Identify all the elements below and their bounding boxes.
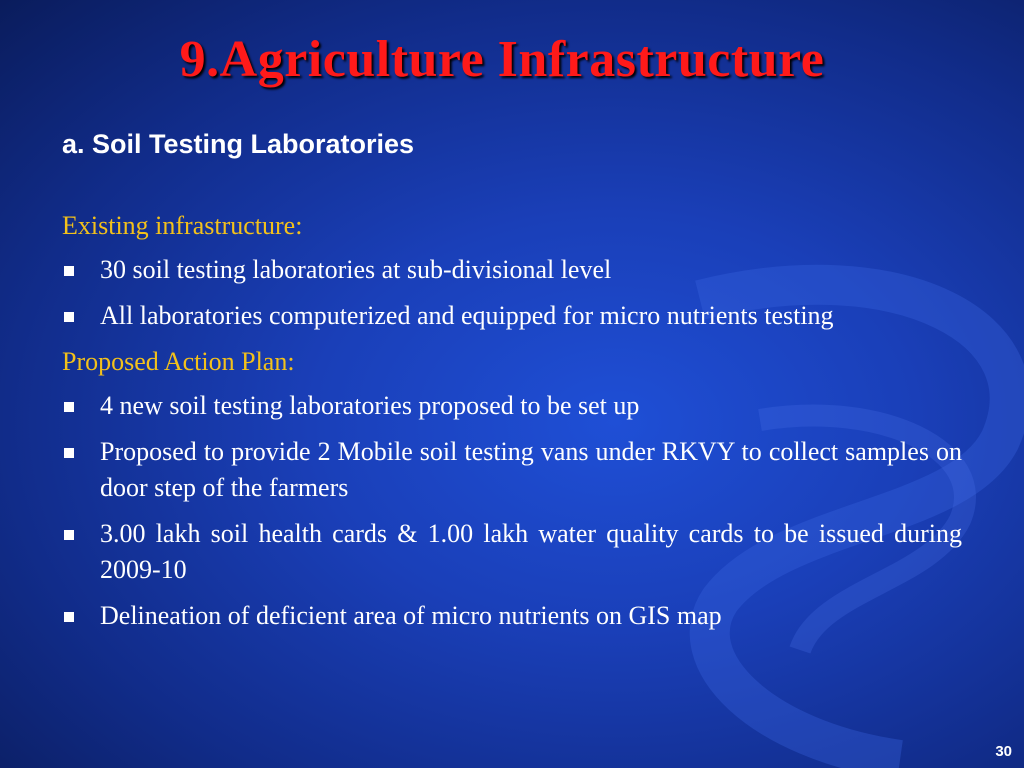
list-item-text: 30 soil testing laboratories at sub-divisional level xyxy=(100,255,612,284)
square-bullet-icon xyxy=(64,530,74,540)
proposed-bullet-list xyxy=(62,388,962,634)
square-bullet-icon xyxy=(64,448,74,458)
list-item-text: 4 new soil testing laboratories proposed to be set up xyxy=(100,391,640,420)
list-item-text: 3.00 lakh soil health cards & 1.00 lakh water quality cards to be issued during 2009-10 xyxy=(100,519,962,584)
list-item xyxy=(62,388,962,424)
existing-bullet-list xyxy=(62,252,962,334)
page-number: 30 xyxy=(995,743,1012,760)
list-item-text: Proposed to provide 2 Mobile soil testing vans under RKVY to collect samples on door step of the farmers xyxy=(100,437,962,502)
list-item-text: Delineation of deficient area of micro nutrients on GIS map xyxy=(100,601,722,630)
list-item xyxy=(62,298,962,334)
list-item xyxy=(62,598,962,634)
section-heading-proposed: Proposed Action Plan: xyxy=(62,347,295,376)
list-item-text: All laboratories computerized and equipped for micro nutrients testing xyxy=(100,301,834,330)
list-item xyxy=(62,252,962,288)
list-item xyxy=(62,516,962,588)
square-bullet-icon xyxy=(64,312,74,322)
slide-title: 9.Agriculture Infrastructure xyxy=(179,31,825,88)
slide-subtitle: a. Soil Testing Laboratories xyxy=(62,129,415,159)
list-item xyxy=(62,434,962,506)
square-bullet-icon xyxy=(64,266,74,276)
square-bullet-icon xyxy=(64,612,74,622)
square-bullet-icon xyxy=(64,402,74,412)
slide-content xyxy=(62,208,962,644)
section-heading-existing: Existing infrastructure: xyxy=(62,211,303,240)
